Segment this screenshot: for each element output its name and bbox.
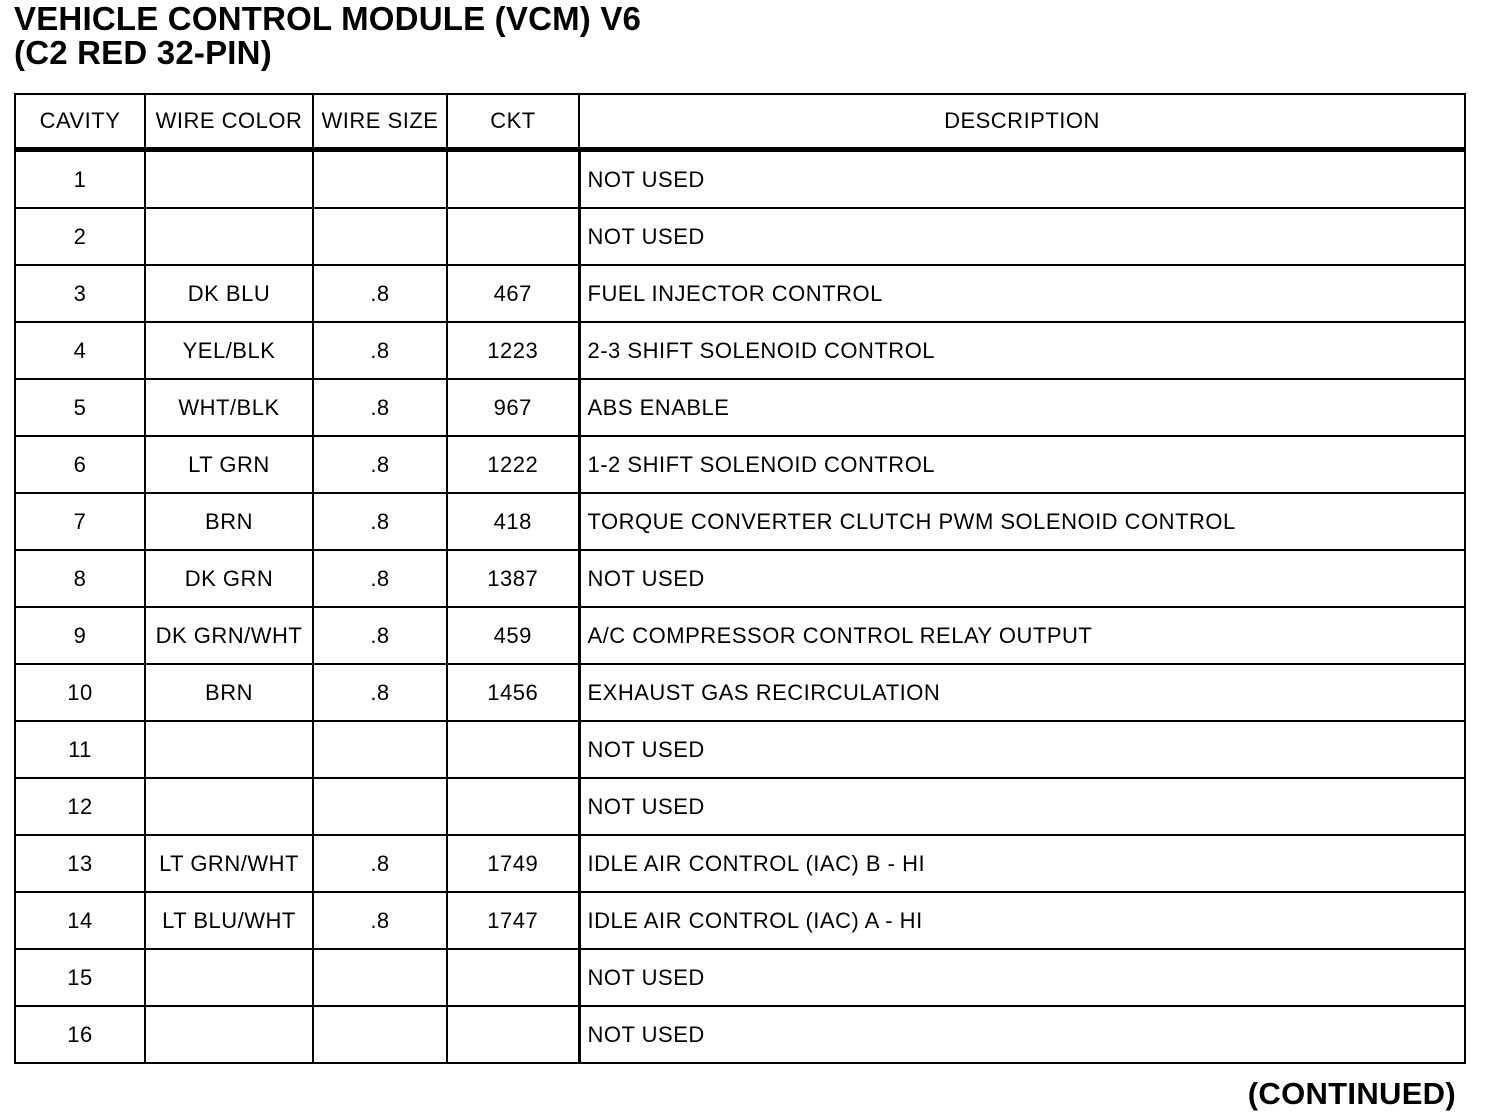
table-row (15, 778, 1465, 835)
cell-cavity: 1 (15, 150, 145, 209)
cell-description: 1-2 SHIFT SOLENOID CONTROL (579, 436, 1465, 493)
cell-ckt: 1747 (447, 892, 579, 949)
cell-wire-color: LT GRN/WHT (145, 835, 313, 892)
cell-description: NOT USED (579, 150, 1465, 209)
cell-wire-size: .8 (313, 265, 447, 322)
cell-cavity: 2 (15, 208, 145, 265)
cell-wire-color: DK GRN/WHT (145, 607, 313, 664)
cell-ckt (447, 778, 579, 835)
cell-description: TORQUE CONVERTER CLUTCH PWM SOLENOID CONTROL (579, 493, 1465, 550)
cell-cavity: 16 (15, 1006, 145, 1063)
cell-cavity: 3 (15, 265, 145, 322)
page-title (14, 2, 641, 70)
cell-description: A/C COMPRESSOR CONTROL RELAY OUTPUT (579, 607, 1465, 664)
cell-description: NOT USED (579, 721, 1465, 778)
cell-wire-color: WHT/BLK (145, 379, 313, 436)
cell-wire-color (145, 208, 313, 265)
cell-cavity: 15 (15, 949, 145, 1006)
table-row (15, 150, 1465, 209)
cell-description: NOT USED (579, 1006, 1465, 1063)
cell-wire-color: DK GRN (145, 550, 313, 607)
connector-pinout-table (14, 93, 1466, 1064)
title-line-1: VEHICLE CONTROL MODULE (VCM) V6 (14, 0, 642, 37)
cell-ckt (447, 949, 579, 1006)
cell-ckt: 1456 (447, 664, 579, 721)
cell-cavity: 14 (15, 892, 145, 949)
cell-ckt: 967 (447, 379, 579, 436)
cell-description: IDLE AIR CONTROL (IAC) B - HI (579, 835, 1465, 892)
table-body (15, 150, 1465, 1064)
cell-cavity: 9 (15, 607, 145, 664)
cell-wire-color (145, 721, 313, 778)
cell-description: IDLE AIR CONTROL (IAC) A - HI (579, 892, 1465, 949)
table-row (15, 949, 1465, 1006)
header-description: DESCRIPTION (579, 94, 1465, 150)
cell-ckt: 1223 (447, 322, 579, 379)
cell-ckt (447, 150, 579, 209)
header-ckt: CKT (447, 94, 579, 150)
cell-wire-color (145, 1006, 313, 1063)
cell-cavity: 13 (15, 835, 145, 892)
table-row (15, 550, 1465, 607)
cell-wire-color (145, 778, 313, 835)
table-row (15, 835, 1465, 892)
cell-cavity: 7 (15, 493, 145, 550)
cell-ckt: 459 (447, 607, 579, 664)
cell-wire-size: .8 (313, 607, 447, 664)
continued-label: (CONTINUED) (1247, 1076, 1456, 1111)
cell-description: NOT USED (579, 949, 1465, 1006)
cell-cavity: 10 (15, 664, 145, 721)
table-row (15, 379, 1465, 436)
cell-ckt: 1749 (447, 835, 579, 892)
table-row (15, 436, 1465, 493)
cell-ckt: 1387 (447, 550, 579, 607)
cell-wire-size: .8 (313, 664, 447, 721)
cell-cavity: 4 (15, 322, 145, 379)
header-cavity: CAVITY (15, 94, 145, 150)
cell-wire-color: BRN (145, 664, 313, 721)
cell-wire-color (145, 949, 313, 1006)
table-row (15, 208, 1465, 265)
cell-cavity: 8 (15, 550, 145, 607)
cell-description: NOT USED (579, 550, 1465, 607)
cell-wire-size: .8 (313, 379, 447, 436)
table-row (15, 607, 1465, 664)
table-row (15, 1006, 1465, 1063)
cell-cavity: 5 (15, 379, 145, 436)
cell-wire-size (313, 208, 447, 265)
cell-wire-size (313, 1006, 447, 1063)
cell-wire-color: LT BLU/WHT (145, 892, 313, 949)
cell-wire-size (313, 721, 447, 778)
cell-wire-size: .8 (313, 322, 447, 379)
cell-wire-size: .8 (313, 550, 447, 607)
cell-wire-size (313, 150, 447, 209)
title-line-2: (C2 RED 32-PIN) (14, 34, 272, 71)
table-row (15, 892, 1465, 949)
table-row (15, 265, 1465, 322)
cell-ckt: 1222 (447, 436, 579, 493)
table-row (15, 664, 1465, 721)
cell-ckt (447, 208, 579, 265)
cell-ckt: 418 (447, 493, 579, 550)
cell-description: NOT USED (579, 208, 1465, 265)
cell-ckt: 467 (447, 265, 579, 322)
cell-cavity: 6 (15, 436, 145, 493)
cell-wire-size: .8 (313, 436, 447, 493)
cell-wire-size: .8 (313, 892, 447, 949)
cell-wire-color: YEL/BLK (145, 322, 313, 379)
cell-wire-color: LT GRN (145, 436, 313, 493)
cell-wire-size (313, 949, 447, 1006)
cell-wire-color: BRN (145, 493, 313, 550)
cell-description: EXHAUST GAS RECIRCULATION (579, 664, 1465, 721)
cell-wire-color: DK BLU (145, 265, 313, 322)
cell-description: ABS ENABLE (579, 379, 1465, 436)
cell-wire-size: .8 (313, 493, 447, 550)
table-row (15, 493, 1465, 550)
cell-description: FUEL INJECTOR CONTROL (579, 265, 1465, 322)
cell-wire-size (313, 778, 447, 835)
cell-description: NOT USED (579, 778, 1465, 835)
header-wire-color: WIRE COLOR (145, 94, 313, 150)
cell-wire-size: .8 (313, 835, 447, 892)
table-row (15, 721, 1465, 778)
cell-cavity: 11 (15, 721, 145, 778)
header-wire-size: WIRE SIZE (313, 94, 447, 150)
table-row (15, 322, 1465, 379)
cell-cavity: 12 (15, 778, 145, 835)
table-header-row (15, 94, 1465, 150)
cell-ckt (447, 1006, 579, 1063)
cell-ckt (447, 721, 579, 778)
cell-description: 2-3 SHIFT SOLENOID CONTROL (579, 322, 1465, 379)
cell-wire-color (145, 150, 313, 209)
